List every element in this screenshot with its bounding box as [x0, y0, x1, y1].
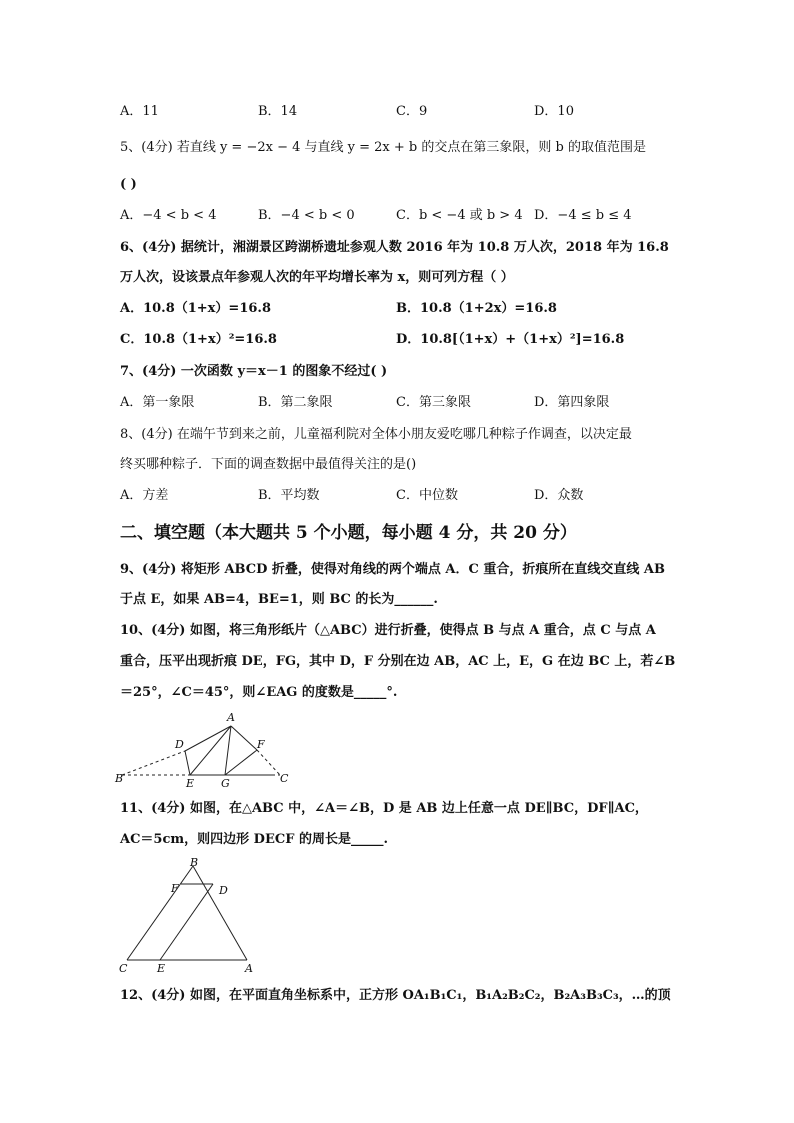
q12-stem-line1: 12、(4分) 如图，在平面直角坐标系中，正方形 OA₁B₁C₁，B₁A₂B₂C₂，B₂A₃B₃C₃，…的顶 [120, 988, 671, 1003]
q11-side-ba [193, 866, 247, 960]
q11-triangle-figure [115, 856, 265, 978]
q4-option-a: A．11 [120, 104, 159, 119]
q10-ab-dashed [122, 751, 185, 775]
q8-option-a: A．方差 [120, 488, 169, 503]
q10-stem-line3: ＝25°，∠C＝45°，则∠EAG 的度数是_____°. [120, 685, 398, 700]
section-heading: 二、填空题（本大题共 5 个小题，每小题 4 分，共 20 分） [120, 523, 577, 543]
q8-option-c: C．中位数 [396, 488, 458, 503]
q11-label-b: B [190, 856, 199, 869]
q10-label-f: F [257, 738, 265, 751]
q8-stem-line1: 8、(4分) 在端午节到来之前，儿童福利院对全体小朋友爱吃哪几种粽子作调查，以决定最 [120, 427, 632, 442]
q4-option-d: D．10 [534, 104, 574, 119]
q10-stem-line1: 10、(4分) 如图，将三角形纸片（△ABC）进行折叠，使得点 B 与点 A 重合，点 C 与点 A [120, 623, 656, 638]
q8-option-d: D．众数 [534, 488, 584, 503]
q4-option-b: B．14 [258, 104, 298, 119]
q9-stem-line2: 于点 E，如果 AB=4，BE=1，则 BC 的长为______. [120, 592, 438, 607]
q10-label-c: C [280, 772, 289, 785]
q4-option-c: C．9 [396, 104, 428, 119]
q8-option-b: B．平均数 [258, 488, 320, 503]
q9-stem-line1: 9、(4分) 将矩形 ABCD 折叠，使得对角线的两个端点 A．C 重合，折痕所在直线交直线 AB [120, 562, 665, 577]
q6-option-c: C．10.8（1+x）²=16.8 [120, 332, 277, 347]
q7-option-c: C．第三象限 [396, 395, 471, 410]
q7-option-b: B．第二象限 [258, 395, 333, 410]
q11-side-bc [127, 866, 193, 960]
q10-label-e: E [186, 777, 195, 790]
q11-stem-line2: AC＝5cm，则四边形 DECF 的周长是_____. [120, 832, 388, 847]
q5-stem-line2: ( ) [120, 177, 137, 192]
q10-label-b: B [115, 772, 124, 785]
q11-label-f: F [171, 882, 179, 895]
q10-side-af [231, 726, 257, 750]
q5-option-b: B．−4 < b < 0 [258, 208, 355, 223]
q8-stem-line2: 终买哪种粽子．下面的调查数据中最值得关注的是() [120, 457, 417, 472]
q6-stem-line2: 万人次，设该景点年参观人次的年平均增长率为 x，则可列方程（ ） [120, 270, 514, 285]
q10-triangle-figure [112, 708, 302, 790]
q10-fc-dashed [257, 750, 280, 775]
q10-side-da [185, 726, 231, 751]
q11-label-c: C [119, 962, 128, 975]
q11-stem-line1: 11、(4分) 如图，在△ABC 中，∠A＝∠B，D 是 AB 边上任意一点 DE∥BC，DF∥AC， [120, 801, 648, 816]
q11-label-d: D [219, 884, 228, 897]
q6-option-b: B．10.8（1+2x）=16.8 [396, 301, 557, 316]
q6-option-d: D．10.8[（1+x）+（1+x）²]=16.8 [396, 332, 625, 347]
q5-option-a: A．−4 < b < 4 [120, 208, 217, 223]
q5-stem-line1: 5、(4分) 若直线 y = −2x − 4 与直线 y = 2x + b 的交点在第三象限，则 b 的取值范围是 [120, 140, 646, 155]
q10-crease-fg [225, 750, 257, 775]
q10-crease-de [185, 751, 190, 775]
q7-option-d: D．第四象限 [534, 395, 610, 410]
q11-label-a: A [245, 962, 253, 975]
q10-segment-ae [190, 726, 231, 775]
q6-stem-line1: 6、(4分) 据统计，湘湖景区跨湖桥遗址参观人数 2016 年为 10.8 万人次，2018 年为 16.8 [120, 240, 669, 255]
q10-label-a: A [227, 711, 235, 724]
q10-label-g: G [221, 777, 230, 790]
q7-option-a: A．第一象限 [120, 395, 195, 410]
q10-stem-line2: 重合，压平出现折痕 DE，FG，其中 D，F 分别在边 AB，AC 上，E，G 在边 BC 上，若∠B [120, 654, 676, 669]
q10-label-d: D [175, 738, 184, 751]
q5-option-c: C．b < −4 或 b > 4 [396, 208, 523, 223]
q11-label-e: E [157, 962, 166, 975]
q10-segment-ag [225, 726, 231, 775]
q6-option-a: A．10.8（1+x）=16.8 [120, 301, 271, 316]
q5-option-d: D．−4 ≤ b ≤ 4 [534, 208, 632, 223]
q7-stem: 7、(4分) 一次函数 y＝x－1 的图象不经过( ) [120, 364, 388, 379]
q11-segment-de [160, 884, 213, 960]
